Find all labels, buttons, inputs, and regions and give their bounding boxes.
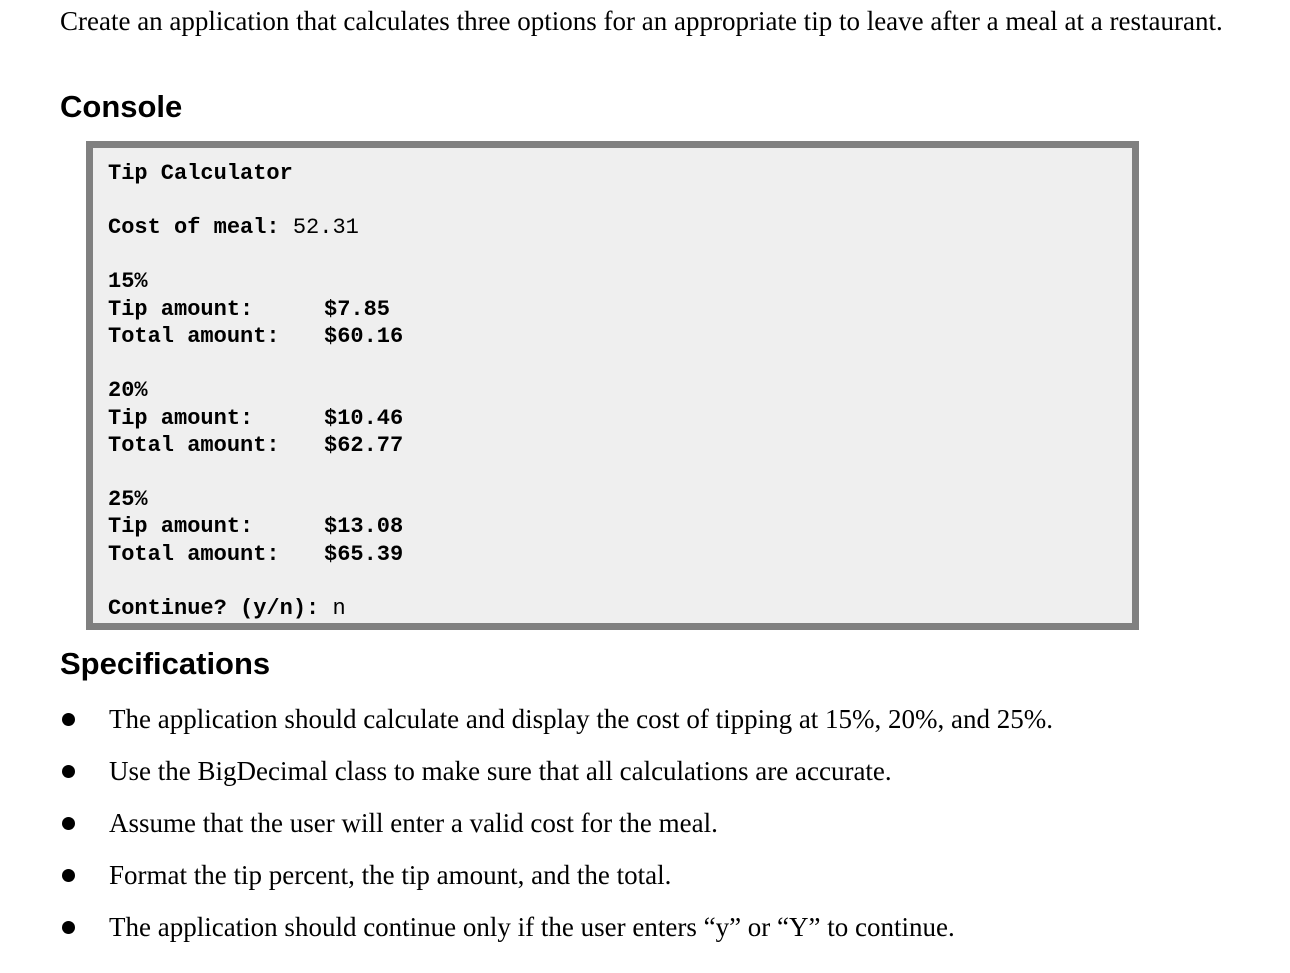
option-tip-line: Tip amount: $7.85 xyxy=(108,297,391,322)
tip-value: $7.85 xyxy=(324,297,391,322)
continue-input-value: n xyxy=(332,596,346,621)
bullet-icon xyxy=(62,765,75,778)
intro-paragraph: Create an application that calculates three options for an appropriate tip to leave after a meal at a restaurant. xyxy=(60,6,1223,36)
tip-value: $13.08 xyxy=(324,514,404,539)
console-title: Tip Calculator xyxy=(108,161,293,186)
bullet-icon xyxy=(62,817,75,830)
option-tip-line: Tip amount: $10.46 xyxy=(108,406,404,431)
bullet-icon xyxy=(62,869,75,882)
option-tip-line: Tip amount: $13.08 xyxy=(108,514,404,539)
continue-line: Continue? (y/n): n xyxy=(108,596,346,621)
tip-value: $10.46 xyxy=(324,406,404,431)
bullet-icon xyxy=(62,713,75,726)
option-percent: 15% xyxy=(108,269,148,294)
console-heading: Console xyxy=(60,89,183,124)
bullet-icon xyxy=(62,921,75,934)
total-value: $65.39 xyxy=(324,542,404,567)
option-total-line: Total amount: $65.39 xyxy=(108,542,404,567)
specifications-heading: Specifications xyxy=(60,646,271,681)
option-total-line: Total amount: $60.16 xyxy=(108,324,404,349)
option-percent: 25% xyxy=(108,487,148,512)
total-value: $62.77 xyxy=(324,433,404,458)
cost-input-value: 52.31 xyxy=(292,215,359,240)
cost-line: Cost of meal: 52.31 xyxy=(108,215,359,240)
option-percent: 20% xyxy=(108,378,148,403)
total-value: $60.16 xyxy=(324,324,404,349)
console-output xyxy=(86,141,1139,630)
option-total-line: Total amount: $62.77 xyxy=(108,433,404,458)
